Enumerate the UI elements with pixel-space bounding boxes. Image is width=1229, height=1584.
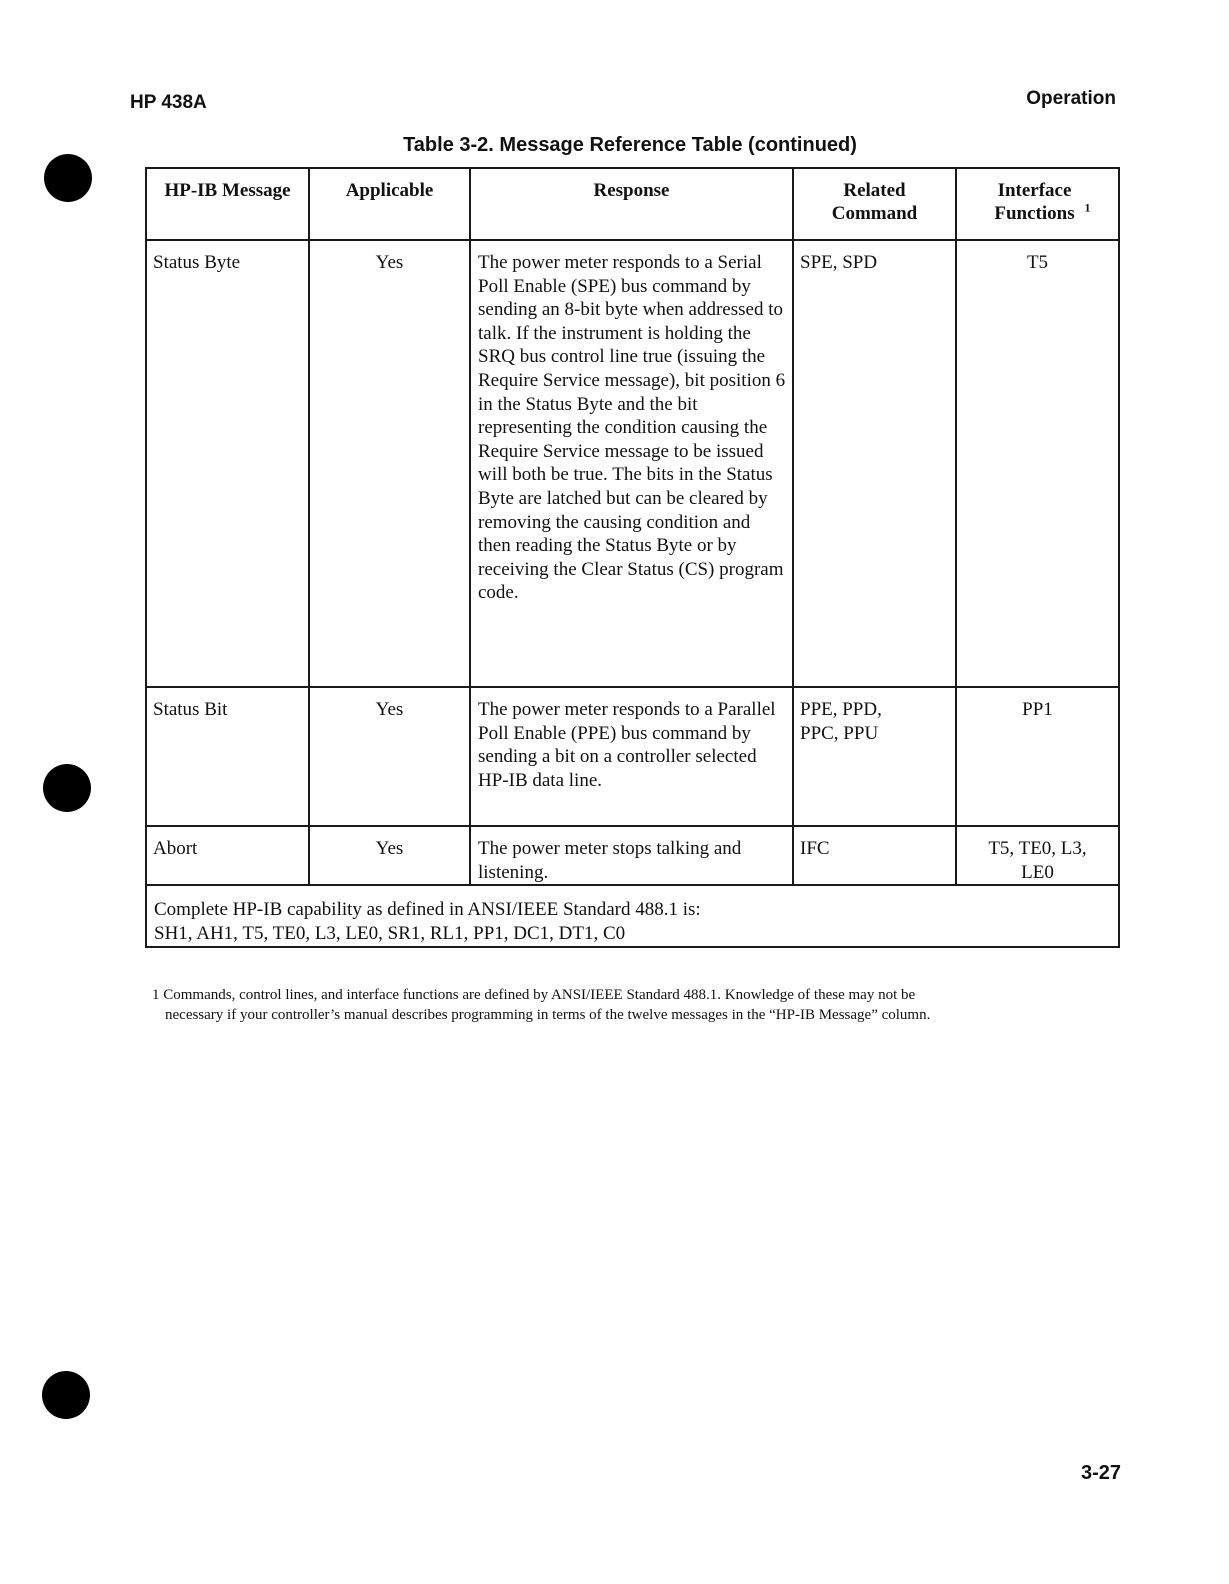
column-header-interface-functions: [956, 168, 1119, 240]
capability-summary-line2: SH1, AH1, T5, TE0, L3, LE0, SR1, RL1, PP1, DC1, DT1, C0: [154, 922, 626, 944]
cell-interface-functions: T5, TE0, L3, LE0: [956, 826, 1119, 885]
table-title: Table 3-2. Message Reference Table (continued): [403, 134, 857, 156]
cell-interface-functions: PP1: [956, 687, 1119, 826]
interface-functions-label: Interface Functions: [994, 180, 1075, 224]
footnote: [152, 985, 1102, 1025]
table-row: [146, 240, 1119, 687]
column-header-related-command: [793, 168, 956, 240]
table-header-row: [146, 168, 1119, 240]
message-reference-table: [145, 167, 1120, 948]
cell-related-command: PPE, PPD, PPC, PPU: [793, 687, 956, 826]
column-header-applicable: Applicable: [309, 168, 470, 240]
cell-response: The power meter stops talking and listening.: [470, 826, 793, 885]
binder-hole-middle: [43, 764, 91, 812]
capability-summary-row: [146, 885, 1119, 947]
cell-response: The power meter responds to a Parallel Poll Enable (PPE) bus command by sending a bit on a controller selected HP-IB data line.: [470, 687, 793, 826]
binder-hole-bottom: [42, 1371, 90, 1419]
footnote-line1: 1 Commands, control lines, and interface functions are defined by ANSI/IEEE Standard 488.1. Knowledge of these may not be: [152, 987, 916, 1003]
cell-related-command: IFC: [793, 826, 956, 885]
cell-related-command: SPE, SPD: [793, 240, 956, 687]
footnote-line2: necessary if your controller’s manual describes programming in terms of the twelve messages in the “HP-IB Message” column.: [165, 1007, 931, 1023]
binder-hole-top: [44, 154, 92, 202]
capability-summary-cell: [146, 885, 1119, 947]
cell-message: Status Bit: [146, 687, 309, 826]
running-header-left: HP 438A: [130, 92, 207, 113]
cell-applicable: Yes: [309, 240, 470, 687]
column-header-response: Response: [470, 168, 793, 240]
column-header-message: HP-IB Message: [146, 168, 309, 240]
cell-message: Abort: [146, 826, 309, 885]
table-row: [146, 687, 1119, 826]
cell-applicable: Yes: [309, 687, 470, 826]
cell-applicable: Yes: [309, 826, 470, 885]
related-command-label: Related Command: [831, 180, 918, 224]
running-header-right: Operation: [1026, 88, 1116, 109]
cell-response: The power meter responds to a Serial Poll Enable (SPE) bus command by sending an 8-bit byte when addressed to talk. If the instrument is holding the SRQ bus control line true (issuing the Require Service message), bit position 6 in the Status Byte and the bit representing the condition causing the Require Service message to be issued will both be true. The bits in the Status Byte are latched but can be cleared by removing the causing condition and then reading the Status Byte or by receiving the Clear Status (CS) program code.: [470, 240, 793, 687]
capability-summary-line1: Complete HP-IB capability as defined in ANSI/IEEE Standard 488.1 is:: [154, 899, 701, 921]
page-number: 3-27: [1080, 1462, 1121, 1484]
table-row: [146, 826, 1119, 885]
footnote-marker: 1: [1084, 200, 1091, 215]
cell-message: Status Byte: [146, 240, 309, 687]
cell-interface-functions: T5: [956, 240, 1119, 687]
